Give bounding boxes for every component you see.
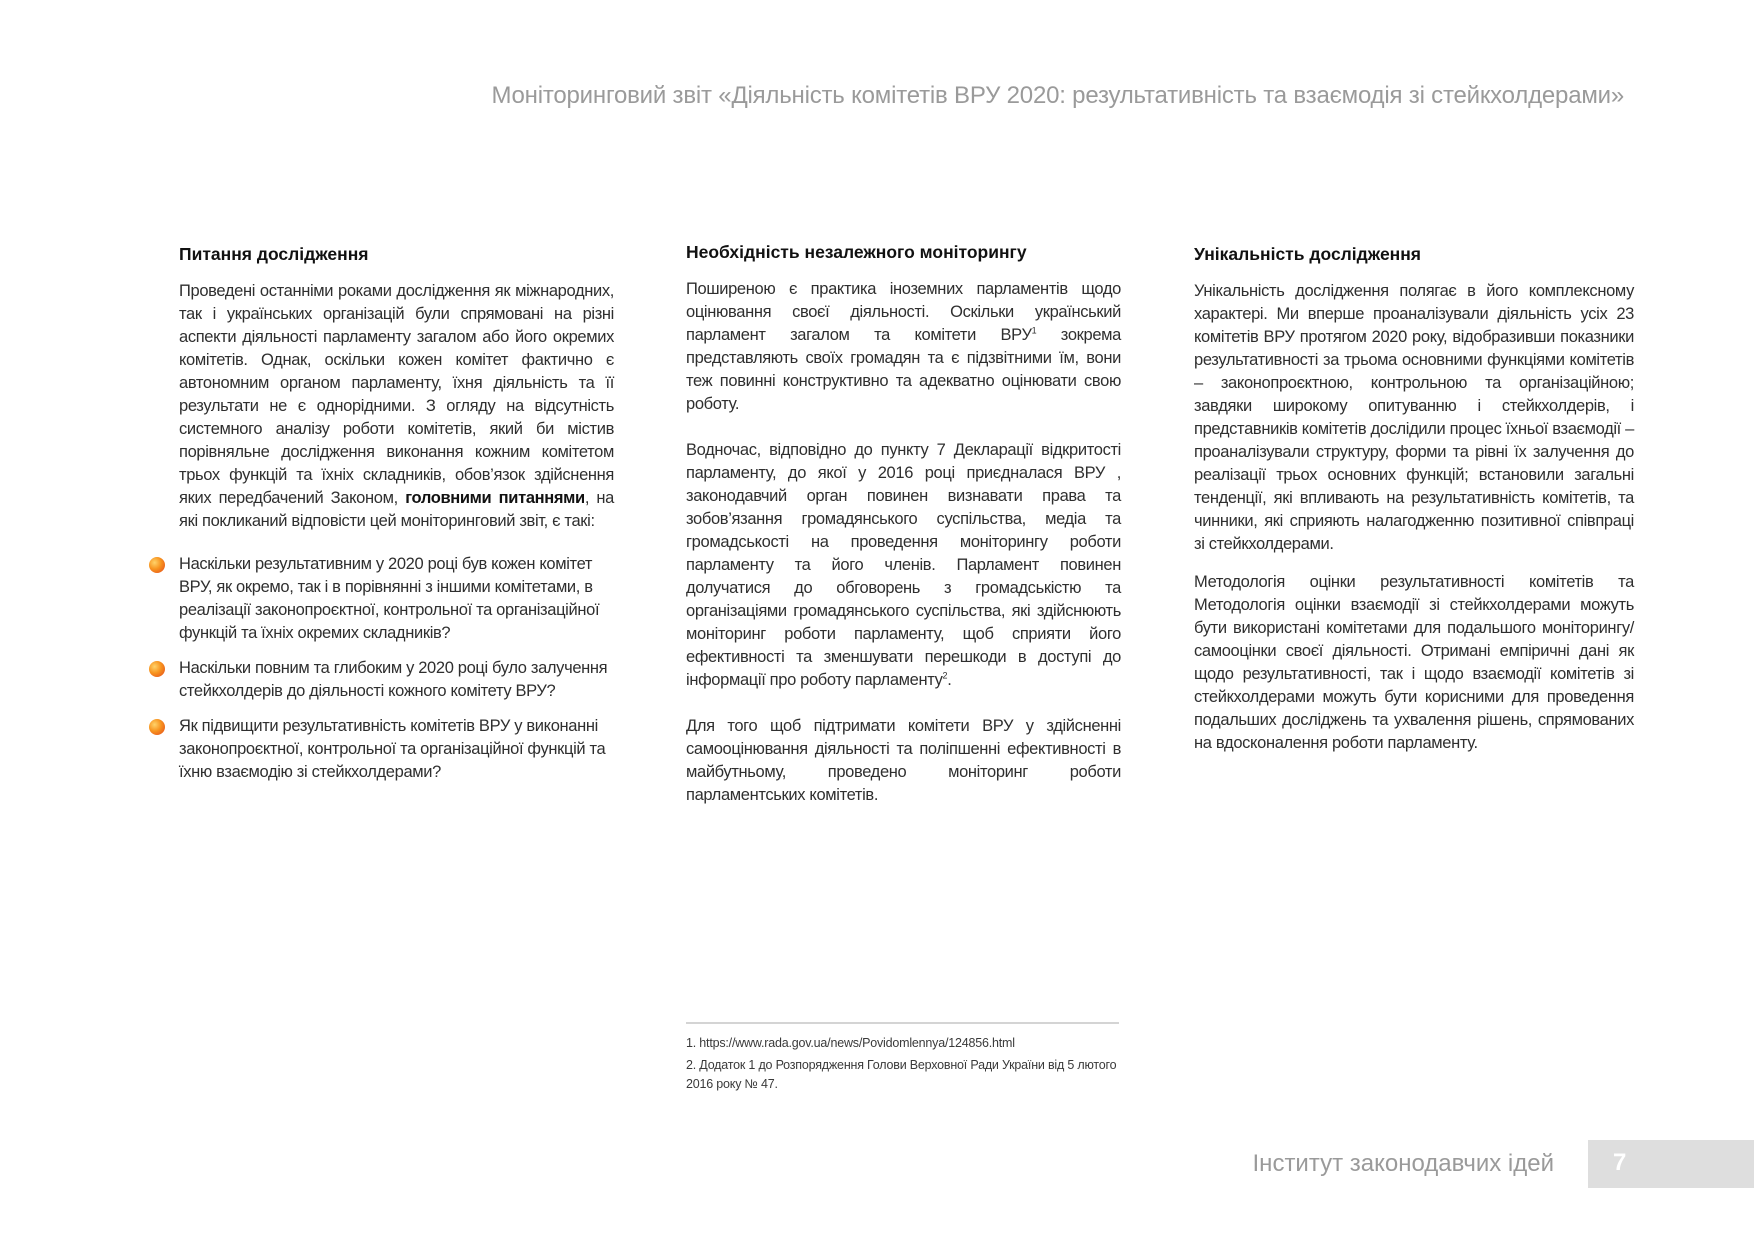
section-heading: Необхідність незалежного моніторингу <box>686 242 1027 262</box>
column-uniqueness <box>1194 244 1634 770</box>
list-item: Наскільки повним та глибоким у 2020 році було залучення стейкхолдерів до діяльності кожного комітету ВРУ? <box>179 657 614 703</box>
paragraph: Поширеною є практика іноземних парламентів щодо оцінювання своєї діяльності. Оскільки український парламент загалом та комітети ВРУ$^1$ зокрема представляють своїх громадян та є підзвітними їм, вони теж повинні конструктивно та адекватно оцінювати свою роботу. <box>686 280 1121 413</box>
section-heading: Питання дослідження <box>179 244 369 264</box>
footnotes <box>686 1022 1119 1097</box>
orange-bullet-icon <box>149 719 165 735</box>
footnote-ref: 1 <box>1031 325 1037 336</box>
paragraph: Водночас, відповідно до пункту 7 Декларації відкритості парламенту, до якої у 2016 році приєдналася ВРУ , законодавчий орган повинен визнавати права та зобов’язання громадянського суспільства, медіа та громадськості на проведення моніторингу роботи парламенту та його членів. Парламент повинен долучатися до обговорень з громадськістю та організаціями громадянського суспільства, які здійснюють моніторинг роботи парламенту, щоб сприяти його ефективності та зменшувати перешкоди в доступі до інформації про роботу парламенту$^2$. <box>686 441 1121 689</box>
paragraph: Проведені останніми роками дослідження як міжнародних, так і українських організацій були спрямовані на різні аспекти діяльності парламенту загалом або його окремих комітетів. Однак, оскільки кожен комітет фактично є автономним органом парламенту, їхня діяльність та її результати не є однорідними. З огляду на відсутність системного аналізу роботи комітетів, який би містив порівняльне дослідження виконання кожним комітетом трьох функцій та їхніх складників, обов’язок здійснення яких передбачений Законом, головними питаннями, на які покликаний відповісти цей моніторинговий звіт, є такі: <box>179 282 614 530</box>
bold-phrase: головними питаннями <box>405 489 585 507</box>
footnote: 2. Додаток 1 до Розпорядження Голови Верховної Ради України від 5 лютого 2016 року № 47. <box>686 1058 1117 1091</box>
list-item: Як підвищити результативність комітетів ВРУ у виконанні законопроєктної, контрольної та організаційної функцій та їхню взаємодію зі стейкхолдерами? <box>179 715 614 784</box>
paragraph: Унікальність дослідження полягає в його комплексному характері. Ми вперше проаналізували діяльність усіх 23 комітетів ВРУ протягом 2020 року, відобразивши показники результативності за трьома основними функціями комітетів – законопроєктною, контрольною та організаційною; завдяки широкому опитуванню і стейкхолдерів, і представників комітетів дослідили процес їхньої взаємодії – проаналізували структуру, форми та рівні їх залучення до реалізації трьох основних функцій; встановили загальні тенденції, які впливають на результативність комітетів, та чинники, які сприяють налагодженню позитивної співпраці зі стейкхолдерами. <box>1194 282 1634 553</box>
orange-bullet-icon <box>149 661 165 677</box>
paragraph: Для того щоб підтримати комітети ВРУ у здійсненні самооцінювання діяльності та поліпшенні ефективності в майбутньому, проведено моніторинг роботи парламентських комітетів. <box>686 717 1121 804</box>
institute-name: Інститут законодавчих ідей <box>1252 1150 1554 1177</box>
question-list <box>179 553 614 784</box>
column-independent-monitoring <box>686 244 1121 830</box>
orange-bullet-icon <box>149 557 165 573</box>
page-number: 7 <box>1613 1149 1627 1176</box>
running-title: Моніторинговий звіт «Діяльність комітетів ВРУ 2020: результативність та взаємодія зі стейкхолдерами» <box>491 82 1624 109</box>
column-research-questions <box>179 244 614 796</box>
footnote-ref: 2 <box>942 670 948 681</box>
footnote: 1. https://www.rada.gov.ua/news/Povidomlennya/124856.html <box>686 1036 1015 1050</box>
page-number-box <box>1588 1140 1754 1188</box>
section-heading: Унікальність дослідження <box>1194 244 1422 264</box>
paragraph: Методологія оцінки результативності комітетів та Методологія оцінки взаємодії зі стейкхолдерами можуть бути використані комітетами для подальшого моніторингу/самооцінки своєї діяльності. Отримані емпіричні дані як щодо результативності, так і щодо взаємодії комітетів зі стейкхолдерами можуть бути корисними для проведення подальших досліджень та ухвалення рішень, спрямованих на вдосконалення роботи парламенту. <box>1194 573 1634 752</box>
list-item: Наскільки результативним у 2020 році був кожен комітет ВРУ, як окремо, так і в порівнянні з іншими комітетами, в реалізації законопроєктної, контрольної та організаційної функцій та їхніх окремих складників? <box>179 553 614 645</box>
